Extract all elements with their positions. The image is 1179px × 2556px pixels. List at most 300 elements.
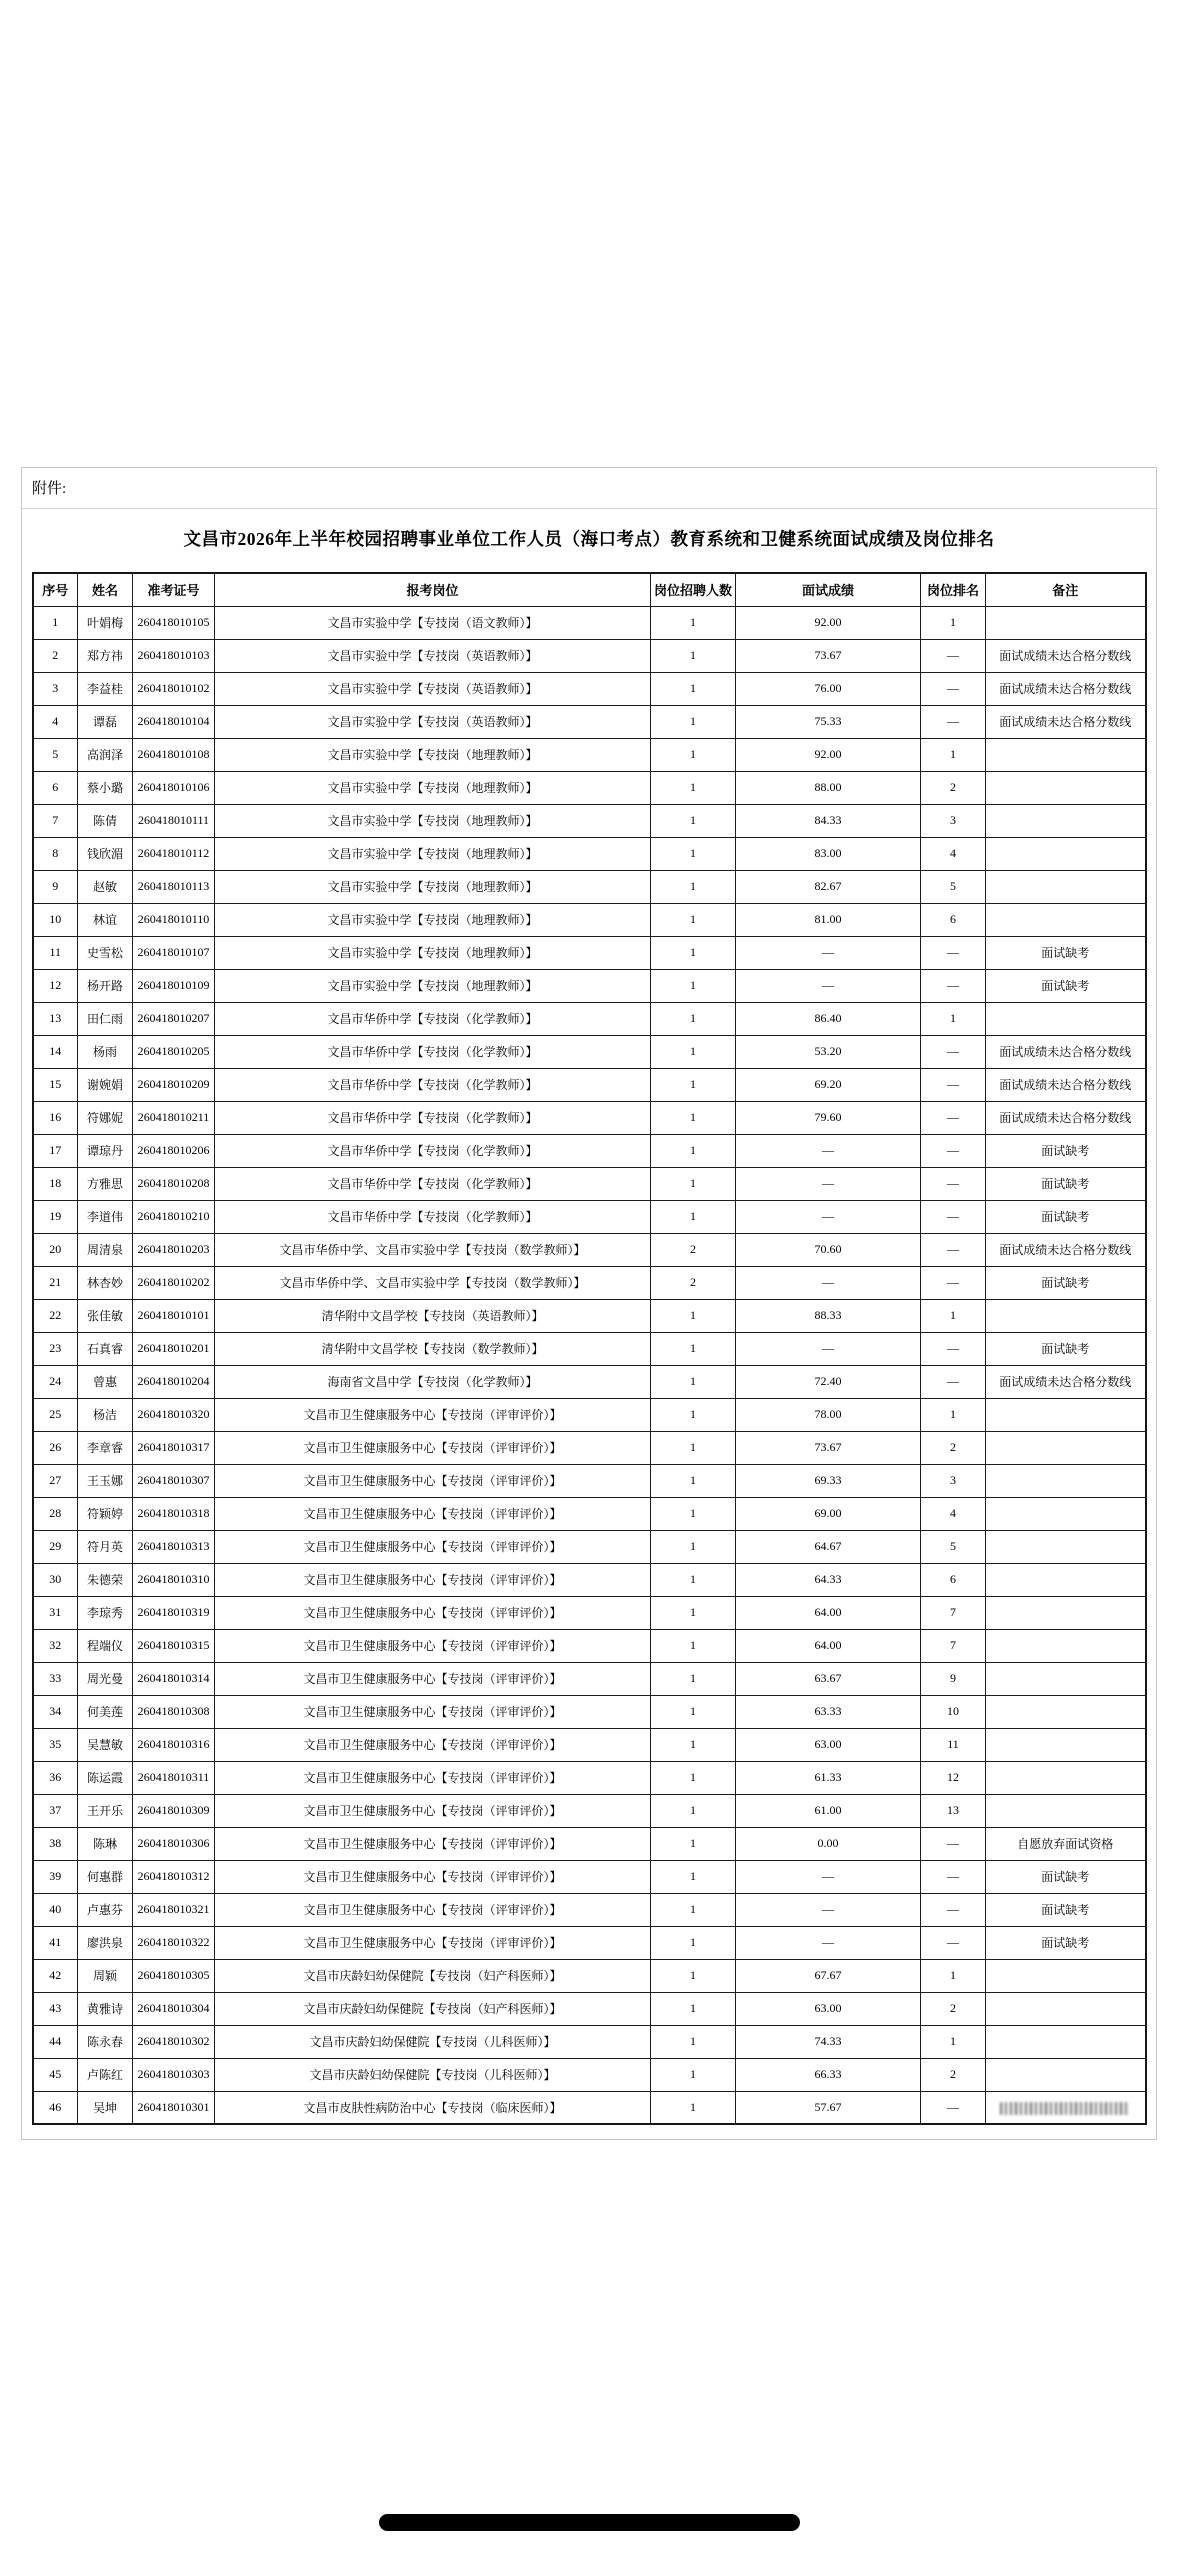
seq-cell: 31 bbox=[33, 1596, 78, 1629]
table-row bbox=[33, 1035, 1146, 1068]
seq-cell: 26 bbox=[33, 1431, 78, 1464]
remark-cell bbox=[986, 1002, 1146, 1035]
score-cell: 64.67 bbox=[736, 1530, 921, 1563]
column-header-0: 序号 bbox=[33, 573, 78, 607]
table-row bbox=[33, 1266, 1146, 1299]
exam-id-cell: 260418010104 bbox=[133, 705, 215, 738]
score-cell: 79.60 bbox=[736, 1101, 921, 1134]
table-row bbox=[33, 1497, 1146, 1530]
remark-cell bbox=[986, 1761, 1146, 1794]
exam-id-cell: 260418010316 bbox=[133, 1728, 215, 1761]
exam-id-cell: 260418010205 bbox=[133, 1035, 215, 1068]
remark-cell: 面试缺考 bbox=[986, 1200, 1146, 1233]
post-cell: 文昌市实验中学【专技岗（地理教师）】 bbox=[215, 936, 651, 969]
count-cell: 2 bbox=[651, 1266, 736, 1299]
exam-id-cell: 260418010101 bbox=[133, 1299, 215, 1332]
count-cell: 1 bbox=[651, 1761, 736, 1794]
name-cell: 陈琳 bbox=[78, 1827, 133, 1860]
score-cell: — bbox=[736, 1266, 921, 1299]
rank-cell: 5 bbox=[921, 870, 986, 903]
count-cell: 1 bbox=[651, 1002, 736, 1035]
exam-id-cell: 260418010110 bbox=[133, 903, 215, 936]
count-cell: 1 bbox=[651, 1596, 736, 1629]
remark-cell bbox=[986, 1398, 1146, 1431]
table-row bbox=[33, 1002, 1146, 1035]
rank-cell: — bbox=[921, 1827, 986, 1860]
table-row bbox=[33, 2058, 1146, 2091]
remark-cell bbox=[986, 1959, 1146, 1992]
seq-cell: 40 bbox=[33, 1893, 78, 1926]
seq-cell: 19 bbox=[33, 1200, 78, 1233]
post-cell: 文昌市实验中学【专技岗（英语教师）】 bbox=[215, 672, 651, 705]
rank-cell: 7 bbox=[921, 1629, 986, 1662]
table-row bbox=[33, 1332, 1146, 1365]
seq-cell: 23 bbox=[33, 1332, 78, 1365]
exam-id-cell: 260418010210 bbox=[133, 1200, 215, 1233]
seq-cell: 42 bbox=[33, 1959, 78, 1992]
seq-cell: 39 bbox=[33, 1860, 78, 1893]
seq-cell: 24 bbox=[33, 1365, 78, 1398]
name-cell: 陈倩 bbox=[78, 804, 133, 837]
post-cell: 文昌市庆龄妇幼保健院【专技岗（妇产科医师）】 bbox=[215, 1992, 651, 2025]
column-header-5: 面试成绩 bbox=[736, 573, 921, 607]
score-cell: 92.00 bbox=[736, 738, 921, 771]
name-cell: 黄雅诗 bbox=[78, 1992, 133, 2025]
remark-cell: 面试缺考 bbox=[986, 936, 1146, 969]
table-row bbox=[33, 903, 1146, 936]
rank-cell: 1 bbox=[921, 1299, 986, 1332]
name-cell: 赵敏 bbox=[78, 870, 133, 903]
name-cell: 叶娟梅 bbox=[78, 606, 133, 639]
post-cell: 文昌市卫生健康服务中心【专技岗（评审评价）】 bbox=[215, 1629, 651, 1662]
table-row bbox=[33, 837, 1146, 870]
post-cell: 文昌市华侨中学、文昌市实验中学【专技岗（数学教师）】 bbox=[215, 1266, 651, 1299]
name-cell: 杨洁 bbox=[78, 1398, 133, 1431]
column-header-3: 报考岗位 bbox=[215, 573, 651, 607]
post-cell: 文昌市华侨中学【专技岗（化学教师）】 bbox=[215, 1068, 651, 1101]
score-cell: — bbox=[736, 1860, 921, 1893]
remark-cell bbox=[986, 1596, 1146, 1629]
rank-cell: — bbox=[921, 1200, 986, 1233]
table-row bbox=[33, 1761, 1146, 1794]
table-row bbox=[33, 870, 1146, 903]
name-cell: 程端仪 bbox=[78, 1629, 133, 1662]
post-cell: 文昌市华侨中学【专技岗（化学教师）】 bbox=[215, 1134, 651, 1167]
remark-cell bbox=[986, 1464, 1146, 1497]
count-cell: 1 bbox=[651, 1860, 736, 1893]
count-cell: 1 bbox=[651, 738, 736, 771]
rank-cell: 13 bbox=[921, 1794, 986, 1827]
seq-cell: 18 bbox=[33, 1167, 78, 1200]
table-row bbox=[33, 1629, 1146, 1662]
remark-cell bbox=[986, 1629, 1146, 1662]
name-cell: 卢陈红 bbox=[78, 2058, 133, 2091]
score-cell: 64.00 bbox=[736, 1596, 921, 1629]
seq-cell: 34 bbox=[33, 1695, 78, 1728]
table-row bbox=[33, 1893, 1146, 1926]
rank-cell: — bbox=[921, 1167, 986, 1200]
name-cell: 符娜妮 bbox=[78, 1101, 133, 1134]
count-cell: 1 bbox=[651, 1398, 736, 1431]
score-cell: 78.00 bbox=[736, 1398, 921, 1431]
rank-cell: — bbox=[921, 672, 986, 705]
rank-cell: 4 bbox=[921, 837, 986, 870]
score-cell: — bbox=[736, 1134, 921, 1167]
remark-cell: 面试缺考 bbox=[986, 969, 1146, 1002]
seq-cell: 36 bbox=[33, 1761, 78, 1794]
name-cell: 谭磊 bbox=[78, 705, 133, 738]
score-cell: 82.67 bbox=[736, 870, 921, 903]
table-row bbox=[33, 771, 1146, 804]
count-cell: 1 bbox=[651, 1794, 736, 1827]
rank-cell: — bbox=[921, 1860, 986, 1893]
rank-cell: — bbox=[921, 1101, 986, 1134]
score-cell: 63.33 bbox=[736, 1695, 921, 1728]
count-cell: 1 bbox=[651, 1728, 736, 1761]
score-cell: — bbox=[736, 1167, 921, 1200]
remark-cell bbox=[986, 1497, 1146, 1530]
count-cell: 1 bbox=[651, 1365, 736, 1398]
column-header-2: 准考证号 bbox=[133, 573, 215, 607]
count-cell: 1 bbox=[651, 903, 736, 936]
remark-cell: 面试成绩未达合格分数线 bbox=[986, 672, 1146, 705]
name-cell: 谭琼丹 bbox=[78, 1134, 133, 1167]
seq-cell: 4 bbox=[33, 705, 78, 738]
column-header-1: 姓名 bbox=[78, 573, 133, 607]
seq-cell: 15 bbox=[33, 1068, 78, 1101]
exam-id-cell: 260418010317 bbox=[133, 1431, 215, 1464]
count-cell: 1 bbox=[651, 1068, 736, 1101]
exam-id-cell: 260418010109 bbox=[133, 969, 215, 1002]
table-row bbox=[33, 1827, 1146, 1860]
exam-id-cell: 260418010108 bbox=[133, 738, 215, 771]
table-row bbox=[33, 606, 1146, 639]
name-cell: 张佳敏 bbox=[78, 1299, 133, 1332]
score-cell: 73.67 bbox=[736, 639, 921, 672]
count-cell: 1 bbox=[651, 705, 736, 738]
name-cell: 卢惠芬 bbox=[78, 1893, 133, 1926]
name-cell: 王玉娜 bbox=[78, 1464, 133, 1497]
exam-id-cell: 260418010314 bbox=[133, 1662, 215, 1695]
score-cell: 69.20 bbox=[736, 1068, 921, 1101]
seq-cell: 12 bbox=[33, 969, 78, 1002]
count-cell: 1 bbox=[651, 1992, 736, 2025]
exam-id-cell: 260418010308 bbox=[133, 1695, 215, 1728]
table-row bbox=[33, 1101, 1146, 1134]
score-cell: 63.67 bbox=[736, 1662, 921, 1695]
post-cell: 文昌市卫生健康服务中心【专技岗（评审评价）】 bbox=[215, 1860, 651, 1893]
score-cell: 63.00 bbox=[736, 1992, 921, 2025]
score-cell: 63.00 bbox=[736, 1728, 921, 1761]
score-cell: 74.33 bbox=[736, 2025, 921, 2058]
table-row bbox=[33, 1992, 1146, 2025]
rank-cell: 7 bbox=[921, 1596, 986, 1629]
post-cell: 文昌市卫生健康服务中心【专技岗（评审评价）】 bbox=[215, 1596, 651, 1629]
name-cell: 吴坤 bbox=[78, 2091, 133, 2124]
post-cell: 文昌市华侨中学【专技岗（化学教师）】 bbox=[215, 1002, 651, 1035]
exam-id-cell: 260418010111 bbox=[133, 804, 215, 837]
seq-cell: 43 bbox=[33, 1992, 78, 2025]
exam-id-cell: 260418010103 bbox=[133, 639, 215, 672]
remark-cell bbox=[986, 1530, 1146, 1563]
count-cell: 1 bbox=[651, 1959, 736, 1992]
seq-cell: 45 bbox=[33, 2058, 78, 2091]
exam-id-cell: 260418010106 bbox=[133, 771, 215, 804]
name-cell: 陈运霞 bbox=[78, 1761, 133, 1794]
remark-cell: 自愿放弃面试资格 bbox=[986, 1827, 1146, 1860]
count-cell: 1 bbox=[651, 1563, 736, 1596]
seq-cell: 10 bbox=[33, 903, 78, 936]
remark-cell bbox=[986, 837, 1146, 870]
attachment-label: 附件: bbox=[22, 468, 1156, 509]
table-row bbox=[33, 1959, 1146, 1992]
rank-cell: — bbox=[921, 1134, 986, 1167]
exam-id-cell: 260418010303 bbox=[133, 2058, 215, 2091]
table-row bbox=[33, 1728, 1146, 1761]
score-cell: 66.33 bbox=[736, 2058, 921, 2091]
name-cell: 何惠群 bbox=[78, 1860, 133, 1893]
seq-cell: 22 bbox=[33, 1299, 78, 1332]
score-cell: 64.33 bbox=[736, 1563, 921, 1596]
seq-cell: 27 bbox=[33, 1464, 78, 1497]
count-cell: 2 bbox=[651, 1233, 736, 1266]
score-cell: 53.20 bbox=[736, 1035, 921, 1068]
post-cell: 文昌市华侨中学【专技岗（化学教师）】 bbox=[215, 1167, 651, 1200]
rank-cell: — bbox=[921, 969, 986, 1002]
score-cell: 88.00 bbox=[736, 771, 921, 804]
rank-cell: — bbox=[921, 639, 986, 672]
results-table bbox=[32, 572, 1147, 2126]
exam-id-cell: 260418010202 bbox=[133, 1266, 215, 1299]
exam-id-cell: 260418010112 bbox=[133, 837, 215, 870]
table-row bbox=[33, 1530, 1146, 1563]
count-cell: 1 bbox=[651, 771, 736, 804]
count-cell: 1 bbox=[651, 2058, 736, 2091]
name-cell: 周清泉 bbox=[78, 1233, 133, 1266]
seq-cell: 7 bbox=[33, 804, 78, 837]
remark-cell bbox=[986, 2058, 1146, 2091]
score-cell: 92.00 bbox=[736, 606, 921, 639]
exam-id-cell: 260418010321 bbox=[133, 1893, 215, 1926]
post-cell: 文昌市实验中学【专技岗（地理教师）】 bbox=[215, 771, 651, 804]
table-row bbox=[33, 1299, 1146, 1332]
score-cell: 83.00 bbox=[736, 837, 921, 870]
post-cell: 文昌市实验中学【专技岗（英语教师）】 bbox=[215, 705, 651, 738]
rank-cell: 1 bbox=[921, 738, 986, 771]
name-cell: 李琼秀 bbox=[78, 1596, 133, 1629]
table-row bbox=[33, 1365, 1146, 1398]
seq-cell: 44 bbox=[33, 2025, 78, 2058]
post-cell: 文昌市卫生健康服务中心【专技岗（评审评价）】 bbox=[215, 1497, 651, 1530]
post-cell: 清华附中文昌学校【专技岗（数学教师）】 bbox=[215, 1332, 651, 1365]
remark-cell bbox=[986, 1728, 1146, 1761]
seq-cell: 32 bbox=[33, 1629, 78, 1662]
exam-id-cell: 260418010310 bbox=[133, 1563, 215, 1596]
seq-cell: 30 bbox=[33, 1563, 78, 1596]
name-cell: 田仁雨 bbox=[78, 1002, 133, 1035]
seq-cell: 13 bbox=[33, 1002, 78, 1035]
exam-id-cell: 260418010318 bbox=[133, 1497, 215, 1530]
exam-id-cell: 260418010209 bbox=[133, 1068, 215, 1101]
table-row bbox=[33, 1794, 1146, 1827]
rank-cell: 1 bbox=[921, 1398, 986, 1431]
exam-id-cell: 260418010315 bbox=[133, 1629, 215, 1662]
score-cell: — bbox=[736, 1332, 921, 1365]
remark-cell: 面试缺考 bbox=[986, 1134, 1146, 1167]
count-cell: 1 bbox=[651, 936, 736, 969]
remark-cell: 面试成绩未达合格分数线 bbox=[986, 1035, 1146, 1068]
results-table-body bbox=[33, 606, 1146, 2124]
count-cell: 1 bbox=[651, 2091, 736, 2124]
post-cell: 文昌市卫生健康服务中心【专技岗（评审评价）】 bbox=[215, 1827, 651, 1860]
name-cell: 蔡小璐 bbox=[78, 771, 133, 804]
rank-cell: 3 bbox=[921, 1464, 986, 1497]
name-cell: 石真睿 bbox=[78, 1332, 133, 1365]
score-cell: 86.40 bbox=[736, 1002, 921, 1035]
score-cell: 84.33 bbox=[736, 804, 921, 837]
remark-cell bbox=[986, 870, 1146, 903]
exam-id-cell: 260418010208 bbox=[133, 1167, 215, 1200]
attachment-document bbox=[21, 467, 1157, 2140]
remark-cell bbox=[986, 1794, 1146, 1827]
rank-cell: 4 bbox=[921, 1497, 986, 1530]
post-cell: 文昌市华侨中学、文昌市实验中学【专技岗（数学教师）】 bbox=[215, 1233, 651, 1266]
remark-cell: 面试缺考 bbox=[986, 1893, 1146, 1926]
count-cell: 1 bbox=[651, 672, 736, 705]
score-cell: 81.00 bbox=[736, 903, 921, 936]
exam-id-cell: 260418010204 bbox=[133, 1365, 215, 1398]
remark-cell: 面试缺考 bbox=[986, 1926, 1146, 1959]
remark-cell bbox=[986, 903, 1146, 936]
count-cell: 1 bbox=[651, 2025, 736, 2058]
seq-cell: 3 bbox=[33, 672, 78, 705]
seq-cell: 9 bbox=[33, 870, 78, 903]
table-row bbox=[33, 1596, 1146, 1629]
name-cell: 曾惠 bbox=[78, 1365, 133, 1398]
score-cell: 72.40 bbox=[736, 1365, 921, 1398]
rank-cell: 3 bbox=[921, 804, 986, 837]
remark-cell: 面试成绩未达合格分数线 bbox=[986, 1233, 1146, 1266]
home-indicator-bar[interactable] bbox=[379, 2514, 800, 2531]
exam-id-cell: 260418010313 bbox=[133, 1530, 215, 1563]
post-cell: 文昌市卫生健康服务中心【专技岗（评审评价）】 bbox=[215, 1893, 651, 1926]
remark-cell: 面试成绩未达合格分数线 bbox=[986, 1365, 1146, 1398]
seq-cell: 28 bbox=[33, 1497, 78, 1530]
remark-cell bbox=[986, 2091, 1146, 2124]
exam-id-cell: 260418010203 bbox=[133, 1233, 215, 1266]
score-cell: 61.33 bbox=[736, 1761, 921, 1794]
table-row bbox=[33, 2091, 1146, 2124]
score-cell: 76.00 bbox=[736, 672, 921, 705]
rank-cell: — bbox=[921, 1365, 986, 1398]
exam-id-cell: 260418010302 bbox=[133, 2025, 215, 2058]
score-cell: — bbox=[736, 969, 921, 1002]
name-cell: 李章睿 bbox=[78, 1431, 133, 1464]
count-cell: 1 bbox=[651, 1893, 736, 1926]
exam-id-cell: 260418010206 bbox=[133, 1134, 215, 1167]
table-header-row bbox=[33, 573, 1146, 607]
exam-id-cell: 260418010312 bbox=[133, 1860, 215, 1893]
exam-id-cell: 260418010305 bbox=[133, 1959, 215, 1992]
table-row bbox=[33, 1398, 1146, 1431]
rank-cell: 2 bbox=[921, 1992, 986, 2025]
column-header-7: 备注 bbox=[986, 573, 1146, 607]
exam-id-cell: 260418010322 bbox=[133, 1926, 215, 1959]
count-cell: 1 bbox=[651, 837, 736, 870]
rank-cell: — bbox=[921, 1266, 986, 1299]
seq-cell: 14 bbox=[33, 1035, 78, 1068]
score-cell: — bbox=[736, 1926, 921, 1959]
name-cell: 李益桂 bbox=[78, 672, 133, 705]
score-cell: 69.33 bbox=[736, 1464, 921, 1497]
name-cell: 杨雨 bbox=[78, 1035, 133, 1068]
exam-id-cell: 260418010301 bbox=[133, 2091, 215, 2124]
name-cell: 王开乐 bbox=[78, 1794, 133, 1827]
post-cell: 文昌市实验中学【专技岗（地理教师）】 bbox=[215, 870, 651, 903]
name-cell: 李道伟 bbox=[78, 1200, 133, 1233]
post-cell: 海南省文昌中学【专技岗（化学教师）】 bbox=[215, 1365, 651, 1398]
count-cell: 1 bbox=[651, 1035, 736, 1068]
column-header-4: 岗位招聘人数 bbox=[651, 573, 736, 607]
exam-id-cell: 260418010304 bbox=[133, 1992, 215, 2025]
table-row bbox=[33, 1926, 1146, 1959]
table-row bbox=[33, 639, 1146, 672]
table-row bbox=[33, 1695, 1146, 1728]
name-cell: 林杏妙 bbox=[78, 1266, 133, 1299]
rank-cell: — bbox=[921, 1068, 986, 1101]
name-cell: 杨开路 bbox=[78, 969, 133, 1002]
table-row bbox=[33, 1662, 1146, 1695]
remark-cell: 面试缺考 bbox=[986, 1266, 1146, 1299]
post-cell: 清华附中文昌学校【专技岗（英语教师）】 bbox=[215, 1299, 651, 1332]
count-cell: 1 bbox=[651, 804, 736, 837]
seq-cell: 6 bbox=[33, 771, 78, 804]
remark-cell: 面试成绩未达合格分数线 bbox=[986, 1101, 1146, 1134]
post-cell: 文昌市实验中学【专技岗（英语教师）】 bbox=[215, 639, 651, 672]
remark-cell bbox=[986, 2025, 1146, 2058]
table-row bbox=[33, 2025, 1146, 2058]
post-cell: 文昌市卫生健康服务中心【专技岗（评审评价）】 bbox=[215, 1563, 651, 1596]
rank-cell: — bbox=[921, 936, 986, 969]
table-row bbox=[33, 1464, 1146, 1497]
rank-cell: 2 bbox=[921, 1431, 986, 1464]
post-cell: 文昌市卫生健康服务中心【专技岗（评审评价）】 bbox=[215, 1662, 651, 1695]
table-row bbox=[33, 1134, 1146, 1167]
table-row bbox=[33, 804, 1146, 837]
count-cell: 1 bbox=[651, 1332, 736, 1365]
post-cell: 文昌市庆龄妇幼保健院【专技岗（儿科医师）】 bbox=[215, 2058, 651, 2091]
exam-id-cell: 260418010102 bbox=[133, 672, 215, 705]
post-cell: 文昌市卫生健康服务中心【专技岗（评审评价）】 bbox=[215, 1464, 651, 1497]
post-cell: 文昌市卫生健康服务中心【专技岗（评审评价）】 bbox=[215, 1431, 651, 1464]
count-cell: 1 bbox=[651, 1695, 736, 1728]
table-row bbox=[33, 672, 1146, 705]
table-row bbox=[33, 969, 1146, 1002]
count-cell: 1 bbox=[651, 1134, 736, 1167]
post-cell: 文昌市庆龄妇幼保健院【专技岗（儿科医师）】 bbox=[215, 2025, 651, 2058]
count-cell: 1 bbox=[651, 1464, 736, 1497]
name-cell: 林谊 bbox=[78, 903, 133, 936]
remark-cell bbox=[986, 1431, 1146, 1464]
exam-id-cell: 260418010105 bbox=[133, 606, 215, 639]
rank-cell: 1 bbox=[921, 2025, 986, 2058]
seq-cell: 5 bbox=[33, 738, 78, 771]
post-cell: 文昌市卫生健康服务中心【专技岗（评审评价）】 bbox=[215, 1926, 651, 1959]
seq-cell: 35 bbox=[33, 1728, 78, 1761]
exam-id-cell: 260418010320 bbox=[133, 1398, 215, 1431]
table-row bbox=[33, 1068, 1146, 1101]
rank-cell: — bbox=[921, 705, 986, 738]
